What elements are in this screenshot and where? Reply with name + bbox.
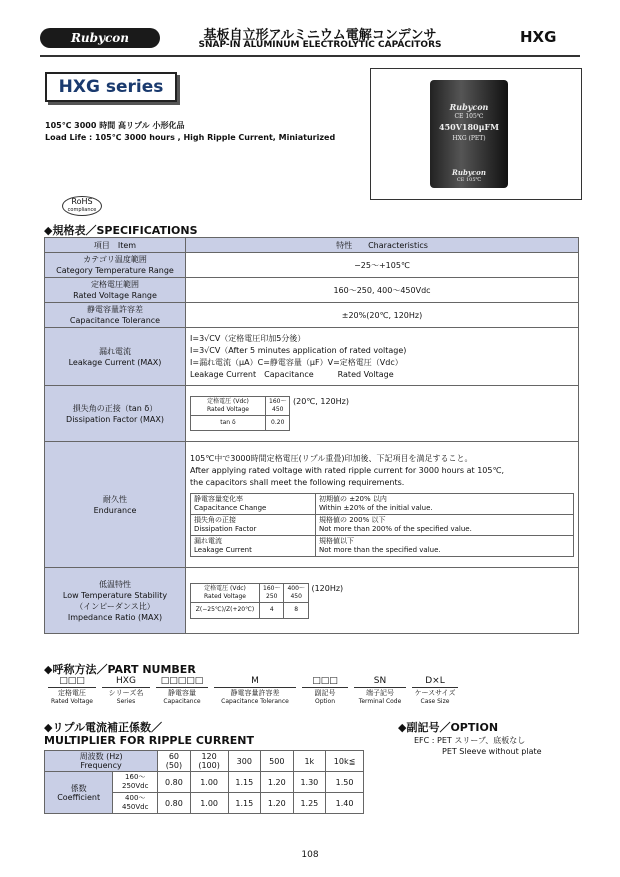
pn-sym: □□□ xyxy=(302,676,348,688)
df-cond: (20℃, 120Hz) xyxy=(293,397,349,406)
end-r3a: 漏れ電流 xyxy=(194,536,222,545)
tol-val: ±20%(20℃, 120Hz) xyxy=(186,303,579,328)
lts-jp: 低温特性 xyxy=(99,579,131,589)
end-r1c: 初期値の ±20% 以内 xyxy=(319,494,387,503)
lts-rv-en: Rated Voltage xyxy=(204,592,246,600)
cap-brand: Rubycon xyxy=(449,102,489,112)
pn-jp: 端子記号 xyxy=(366,689,394,697)
lts-en2: Impedance Ratio (MAX) xyxy=(67,612,163,622)
df-rv-en: Rated Voltage xyxy=(207,406,249,413)
option-heading: ◆副記号／OPTION xyxy=(398,721,499,734)
pn-jp: 定格電圧 xyxy=(58,689,86,697)
end-r3c: 規格値以下 xyxy=(319,536,354,545)
pn-jp: 静電容量許容差 xyxy=(230,689,280,697)
tol-jp: 静電容量許容差 xyxy=(87,305,143,314)
table-row xyxy=(45,442,579,568)
end-r2c: 規格値の 200% 以下 xyxy=(319,515,386,524)
rohs-text: RoHS xyxy=(71,197,93,206)
pn-sym: D×L xyxy=(412,676,458,688)
pn-en: Terminal Code xyxy=(358,698,402,705)
coef-cell: 1.20 xyxy=(261,772,294,793)
freq-en: Frequency xyxy=(80,761,122,770)
freq-cell: 1k xyxy=(293,751,326,772)
table-row xyxy=(45,328,579,386)
pn-en: Capacitance Tolerance xyxy=(221,698,289,705)
spec-table xyxy=(44,237,579,634)
desc-jp: 105℃ 3000 時間 高リプル 小形化品 xyxy=(45,121,185,130)
table-row xyxy=(45,386,579,442)
lts-z: Z(−25℃)/Z(+20℃) xyxy=(191,602,260,618)
rubycon-logo: Rubycon xyxy=(40,28,160,48)
multiplier-table xyxy=(44,750,364,814)
end-r1a: 静電容量変化率 xyxy=(194,494,243,503)
volt-val: 160〜250, 400〜450Vdc xyxy=(186,278,579,303)
option-text xyxy=(414,735,542,757)
pn-jp: 副記号 xyxy=(314,689,336,697)
lts-jp2: （インピーダンス比） xyxy=(75,601,155,611)
end-p3: the capacitors shall meet the following requirements. xyxy=(190,477,405,487)
coef-cell: 1.00 xyxy=(190,793,228,814)
end-r3d: Not more than the specified value. xyxy=(319,545,441,554)
lts-a2: 250 xyxy=(266,592,278,600)
volt-jp: 定格電圧範囲 xyxy=(91,280,139,289)
cap-line4: CE 105℃ xyxy=(456,177,482,183)
temp-en: Category Temperature Range xyxy=(56,266,174,275)
pn-jp: ケースサイズ xyxy=(414,689,456,697)
pn-en: Option xyxy=(314,698,336,705)
pn-sym: M xyxy=(214,676,296,688)
lts-cond: (120Hz) xyxy=(311,583,344,593)
df-v2: 450 xyxy=(272,406,284,413)
coef-cell: 1.20 xyxy=(261,793,294,814)
mult-heading: ◆リプル電流補正係数／ xyxy=(44,721,163,734)
pn-sym: □□□□□ xyxy=(156,676,208,688)
freq-cell: 60 (50) xyxy=(158,751,191,772)
coef-en: Coefficient xyxy=(57,792,101,802)
leak-jp: 漏れ電流 xyxy=(99,346,131,356)
leak-l4: Leakage Current Capacitance Rated Voltage xyxy=(190,369,394,379)
pn-en: Rated Voltage xyxy=(51,698,93,705)
series-description xyxy=(45,120,335,144)
pn-en: Series xyxy=(116,698,136,705)
freq-jp: 周波数 (Hz) xyxy=(79,752,123,761)
df-tan-val: 0.20 xyxy=(266,416,290,431)
coef-cell: 0.80 xyxy=(158,793,191,814)
coef-cell: 1.50 xyxy=(326,772,364,793)
col-char: 特性 Characteristics xyxy=(186,238,579,253)
leak-en: Leakage Current (MAX) xyxy=(68,357,162,367)
cap-line3: HXG (PET) xyxy=(452,135,486,142)
endurance-table xyxy=(190,493,574,557)
table-row xyxy=(45,303,579,328)
end-r2d: Not more than 200% of the specified value. xyxy=(319,524,472,533)
table-row xyxy=(45,278,579,303)
df-rv-jp: 定格電圧 (Vdc) xyxy=(207,398,249,405)
capacitor-image xyxy=(430,80,508,188)
coef-cell: 1.25 xyxy=(293,793,326,814)
desc-en: Load Life : 105℃ 3000 hours , High Ripple Current, Miniaturized xyxy=(45,133,336,142)
lts-b2: 450 xyxy=(290,592,302,600)
coef-cell: 0.80 xyxy=(158,772,191,793)
title-jp: 基板自立形アルミニウム電解コンデンサ xyxy=(203,28,437,43)
lts-table xyxy=(190,583,309,619)
coef-cell: 1.15 xyxy=(228,793,261,814)
end-r2a: 損失角の正接 xyxy=(194,515,236,524)
cap-line1: CE 105℃ xyxy=(454,113,484,120)
spec-heading: ◆規格表／SPECIFICATIONS xyxy=(44,224,198,237)
leak-l3: I=漏れ電流（μA）C=静電容量（μF）V=定格電圧（Vdc） xyxy=(190,357,403,367)
end-p1: 105℃中で3000時間定格電圧(リプル重畳)印加後、下記項目を満足すること。 xyxy=(190,453,473,463)
pn-item xyxy=(354,676,406,705)
df-en: Dissipation Factor (MAX) xyxy=(66,414,164,424)
pn-sym: □□□ xyxy=(48,676,96,688)
lts-z1: 4 xyxy=(260,602,284,618)
freq-cell: 300 xyxy=(228,751,261,772)
df-table xyxy=(190,396,290,431)
coef-cell: 1.30 xyxy=(293,772,326,793)
table-row xyxy=(45,751,364,772)
temp-val: −25〜+105℃ xyxy=(186,253,579,278)
pn-item xyxy=(302,676,348,705)
pn-item xyxy=(156,676,208,705)
table-row xyxy=(45,253,579,278)
series-title: HXG series xyxy=(45,72,177,102)
part-number-row xyxy=(48,676,458,705)
df-tan: tan δ xyxy=(191,416,266,431)
pn-sym: SN xyxy=(354,676,406,688)
temp-jp: カテゴリ温度範囲 xyxy=(83,255,147,264)
volt-range: 160〜 250Vdc xyxy=(113,772,158,793)
df-v1: 160〜 xyxy=(269,398,287,405)
pn-item xyxy=(102,676,150,705)
cap-brand2: Rubycon xyxy=(452,168,486,177)
freq-cell: 120 (100) xyxy=(190,751,228,772)
header-divider xyxy=(40,55,580,57)
volt-en: Rated Voltage Range xyxy=(73,291,157,300)
cap-rating: 450V180μFM xyxy=(439,122,499,132)
end-jp: 耐久性 xyxy=(103,494,127,504)
end-en: Endurance xyxy=(93,505,137,515)
pn-item xyxy=(214,676,296,705)
mult-heading-en: MULTIPLIER FOR RIPPLE CURRENT xyxy=(44,734,255,747)
rohs-badge xyxy=(62,196,102,216)
option-l2: PET Sleeve without plate xyxy=(442,747,542,756)
page-number: 108 xyxy=(301,850,319,860)
col-item: 項目 Item xyxy=(45,238,186,253)
pn-item xyxy=(48,676,96,705)
option-l1: EFC : PET スリーブ、底板なし xyxy=(414,736,526,745)
pn-jp: 静電容量 xyxy=(168,689,196,697)
coef-cell: 1.40 xyxy=(326,793,364,814)
df-jp: 損失角の正接（tan δ） xyxy=(72,403,158,413)
lts-en1: Low Temperature Stability xyxy=(62,590,168,600)
title-en: SNAP-IN ALUMINUM ELECTROLYTIC CAPACITORS xyxy=(198,40,442,50)
pn-jp: シリーズ名 xyxy=(108,689,144,697)
tol-en: Capacitance Tolerance xyxy=(69,316,161,325)
lts-a1: 160〜 xyxy=(263,584,281,592)
end-r3b: Leakage Current xyxy=(194,545,252,554)
leak-l1: I=3√CV（定格電圧印加5分後） xyxy=(190,333,306,343)
end-p2: After applying rated voltage with rated ripple current for 3000 hours at 105℃, xyxy=(190,465,504,475)
lts-rv-jp: 定格電圧 (Vdc) xyxy=(204,584,246,592)
pn-en: Case Size xyxy=(420,698,450,705)
end-r1b: Capacitance Change xyxy=(194,503,267,512)
freq-cell: 10k≦ xyxy=(326,751,364,772)
freq-cell: 500 xyxy=(261,751,294,772)
coef-cell: 1.00 xyxy=(190,772,228,793)
coef-jp: 係数 xyxy=(70,783,87,793)
table-row xyxy=(45,568,579,634)
end-r1d: Within ±20% of the initial value. xyxy=(319,503,433,512)
series-code: HXG xyxy=(520,28,557,46)
part-heading: ◆呼称方法／PART NUMBER xyxy=(44,663,196,676)
end-r2b: Dissipation Factor xyxy=(194,524,257,533)
lts-b1: 400〜 xyxy=(287,584,305,592)
table-row xyxy=(45,772,364,793)
leak-l2: I=3√CV（After 5 minutes application of rated voltage) xyxy=(190,345,407,355)
pn-en: Capacitance xyxy=(163,698,201,705)
volt-range: 400〜 450Vdc xyxy=(113,793,158,814)
coef-cell: 1.15 xyxy=(228,772,261,793)
pn-item xyxy=(412,676,458,705)
pn-sym: HXG xyxy=(102,676,150,688)
rohs-sub: compliance xyxy=(67,207,97,213)
lts-z2: 8 xyxy=(284,602,308,618)
